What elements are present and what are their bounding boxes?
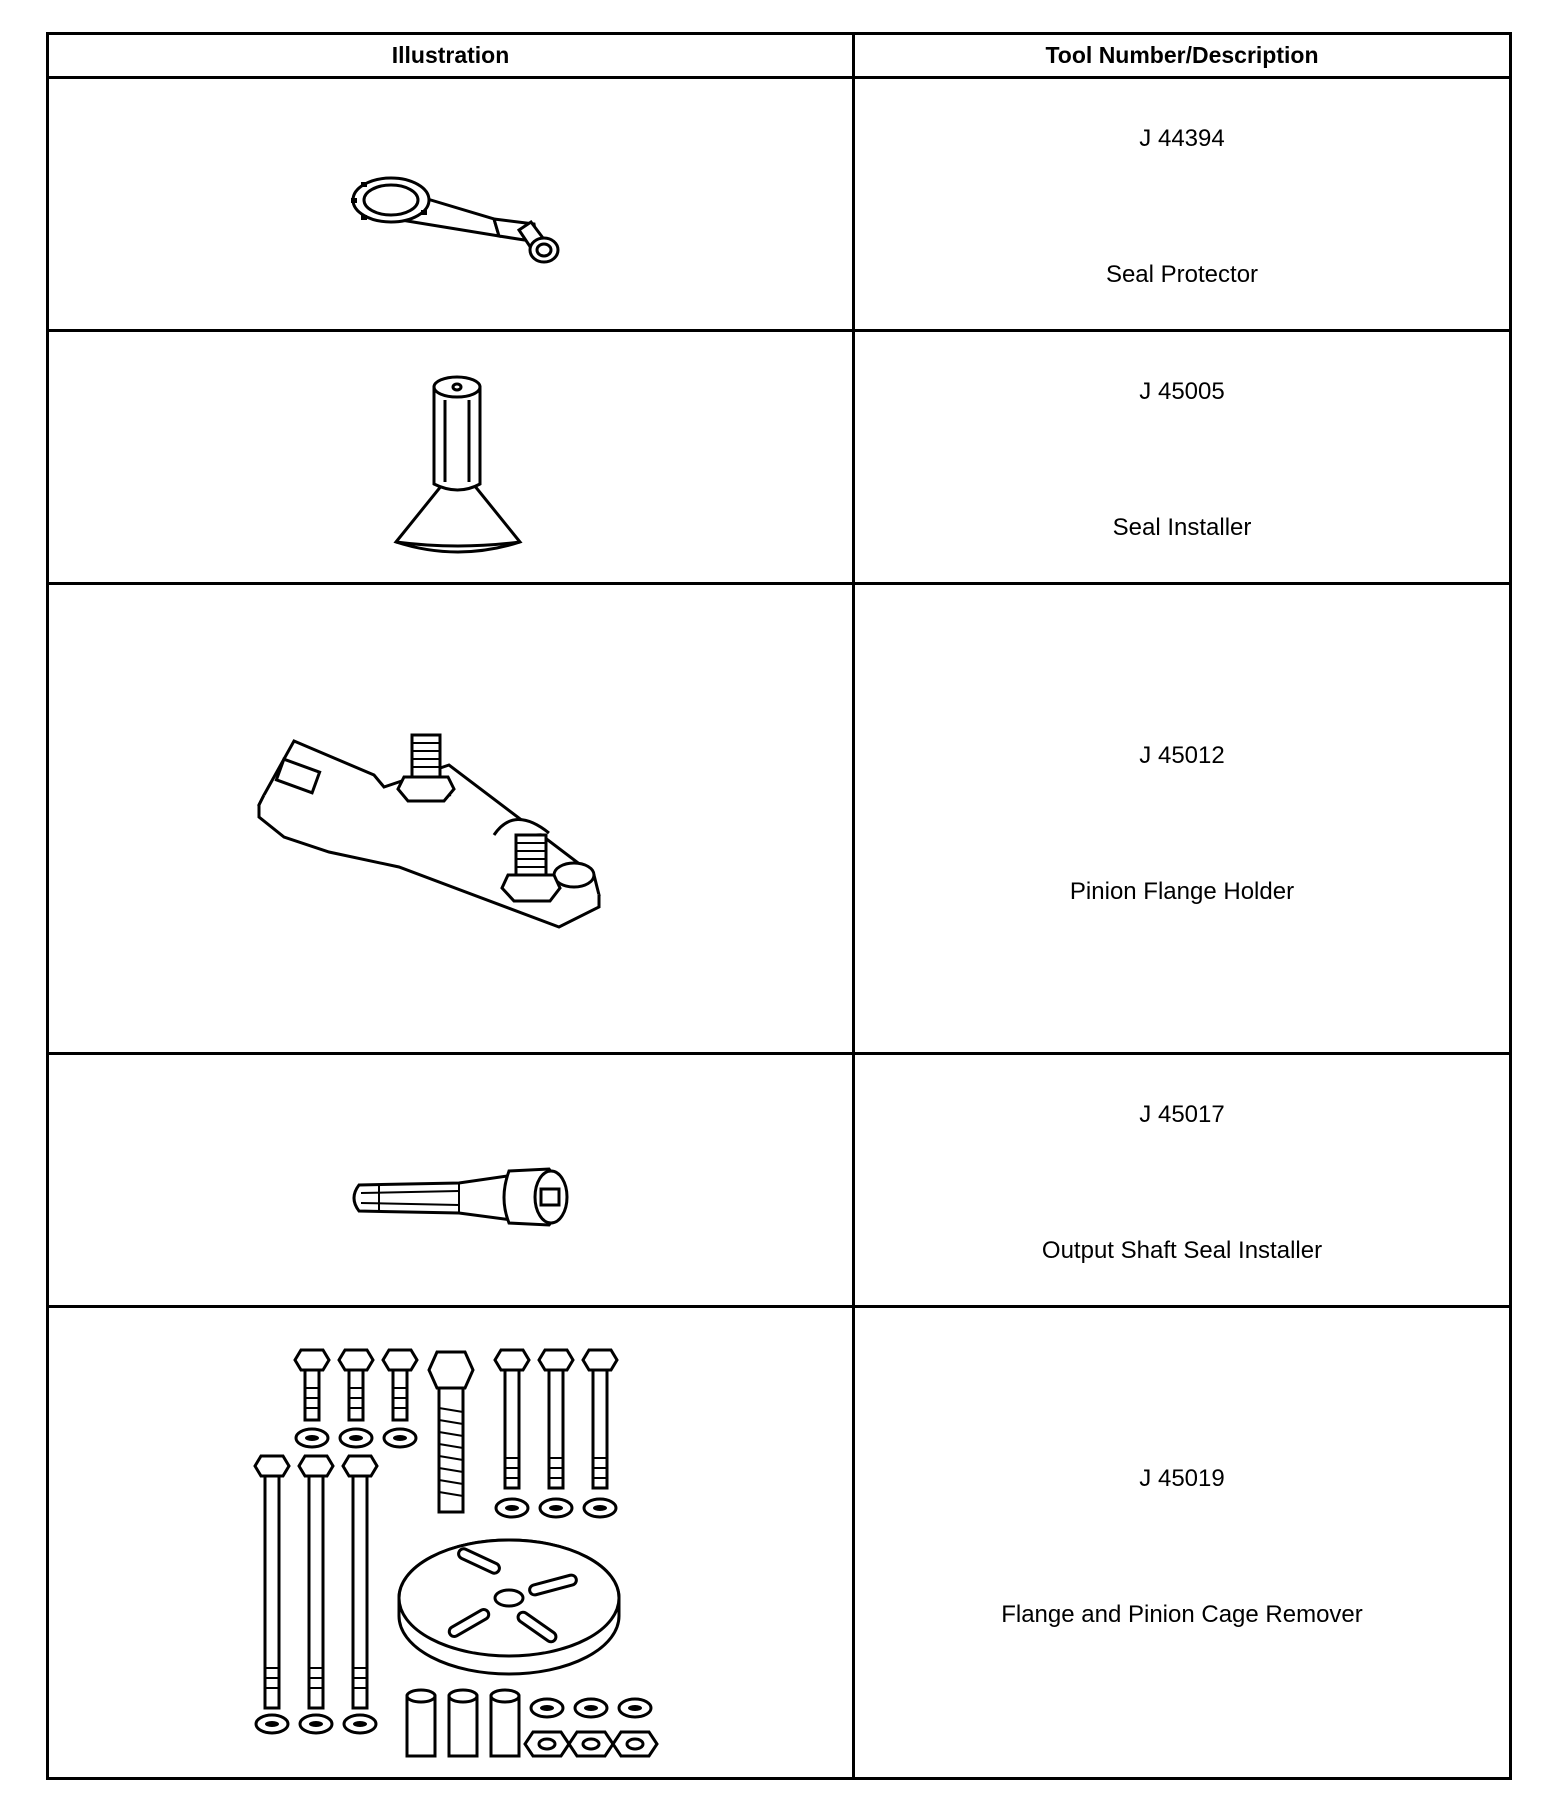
- table-row: [49, 79, 1509, 332]
- flange-pinion-cage-remover-icon: [239, 1348, 719, 1768]
- tool-number: J 45005: [1139, 378, 1225, 405]
- header-illustration: Illustration: [391, 42, 510, 68]
- table-row: [49, 332, 1509, 585]
- tool-number: J 45012: [1139, 742, 1225, 769]
- pinion-flange-holder-icon: [244, 725, 664, 945]
- illustration-cell: [49, 585, 855, 1052]
- table-row: [49, 1308, 1509, 1780]
- tool-description: Seal Protector: [1105, 261, 1259, 288]
- table-header-row: [49, 35, 1509, 79]
- seal-protector-icon: [349, 174, 609, 264]
- tool-number: J 45017: [1139, 1101, 1225, 1128]
- illustration-cell: [49, 332, 855, 582]
- tool-description: Output Shaft Seal Installer: [1041, 1237, 1323, 1264]
- tool-description: Pinion Flange Holder: [1069, 878, 1295, 905]
- tool-number: J 44394: [1139, 125, 1225, 152]
- illustration-cell: [49, 1308, 855, 1780]
- table-row: [49, 1055, 1509, 1308]
- output-shaft-seal-installer-icon: [349, 1163, 599, 1233]
- header-tool-description: Tool Number/Description: [1045, 42, 1319, 68]
- illustration-cell: [49, 79, 855, 329]
- seal-installer-icon: [384, 372, 524, 572]
- special-tools-table: [46, 32, 1512, 1780]
- tool-number: J 45019: [1139, 1465, 1225, 1492]
- table-row: [49, 585, 1509, 1055]
- tool-description: Seal Installer: [1112, 514, 1252, 541]
- tool-description: Flange and Pinion Cage Remover: [1001, 1601, 1363, 1628]
- illustration-cell: [49, 1055, 855, 1305]
